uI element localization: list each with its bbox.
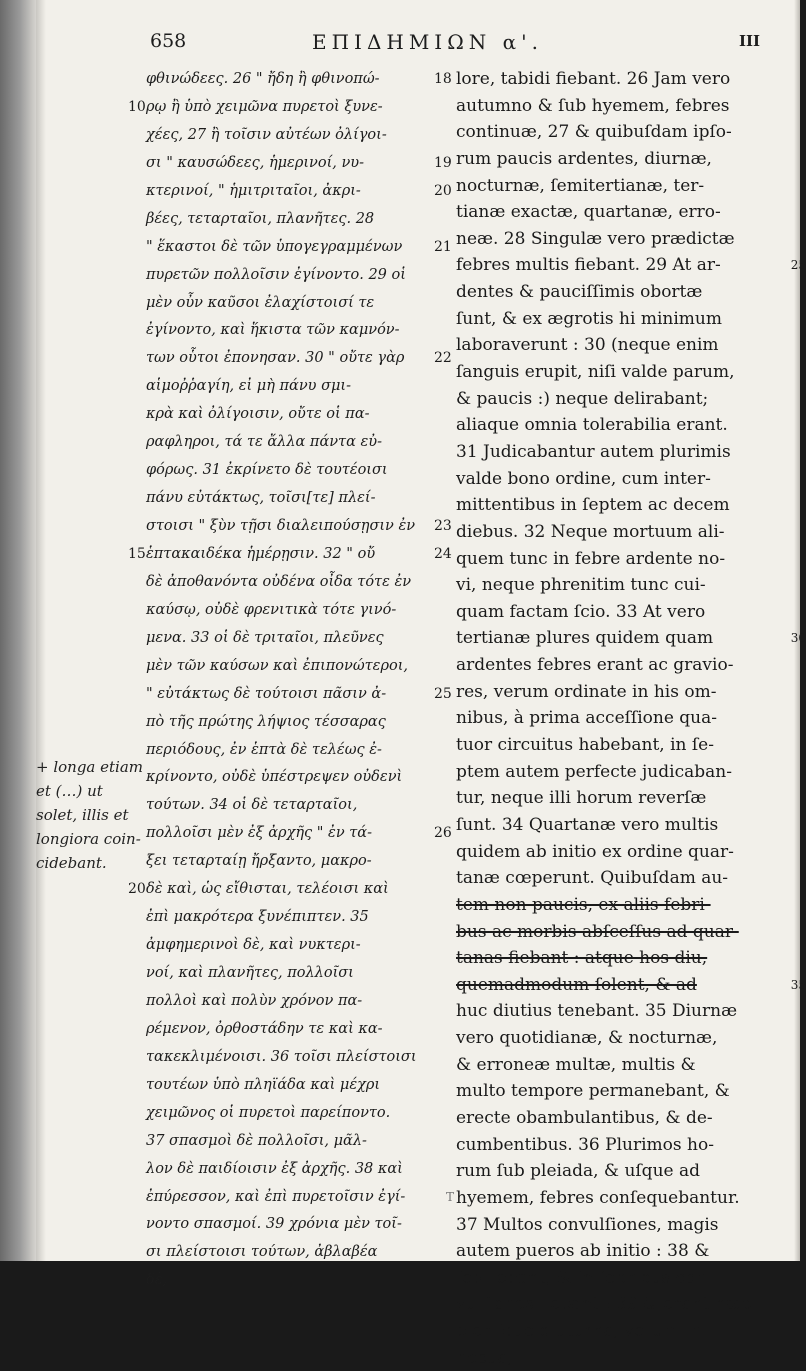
latin-line — [456, 386, 776, 413]
latin-line — [456, 1212, 776, 1239]
greek-line-text: χέες, 27 ἢ τοῖσιν αὐτέων ὀλίγοι- — [146, 126, 387, 143]
greek-line — [128, 94, 446, 122]
greek-line-text: νοντο σπασμοί. 39 χρόνια μὲν τοῖ- — [146, 1216, 402, 1233]
latin-line — [456, 1238, 776, 1265]
latin-line-text: multo tempore permanebant, & — [456, 1081, 730, 1102]
latin-line — [456, 839, 776, 866]
latin-line-text: tuor circuitus habebant, in ſe- — [456, 735, 714, 756]
latin-line-text: vulſiones fiebant : 39 & erant hæc — [456, 1294, 752, 1315]
greek-line — [146, 345, 452, 373]
greek-line — [146, 820, 452, 848]
latin-line-text: ptem autem perfecte judicaban- — [456, 761, 732, 782]
greek-line — [146, 625, 446, 653]
greek-line-text: φθινώδεες. 26 " ἤδη ἢ φθινοπώ- — [146, 71, 380, 87]
latin-line — [456, 1105, 776, 1132]
greek-line — [128, 541, 452, 569]
latin-line-text: neæ. 28 Singulæ vero prædictæ — [456, 228, 735, 249]
latin-line-text: & erroneæ multæ, multis & — [456, 1054, 696, 1075]
greek-line — [146, 457, 446, 485]
line-number: 20 — [434, 182, 452, 199]
greek-line — [146, 150, 452, 178]
greek-line — [146, 960, 446, 988]
greek-line-text: ἐγίνοντο, καὶ ἥκιστα τῶν καμνόν- — [146, 322, 400, 339]
greek-line-text: ραφληροι, τά τε ἄλλα πάντα εὐ- — [146, 434, 382, 451]
latin-line — [456, 359, 776, 386]
latin-line-text: pleriſque diuturna, verum in- — [456, 1321, 707, 1342]
greek-line-text: ρέμενον, ὀρθοστάδην τε καὶ κα- — [146, 1020, 383, 1037]
latin-line — [456, 93, 776, 120]
latin-line-text: valde bono ordine, cum inter- — [456, 468, 711, 489]
page-number: 658 — [150, 30, 187, 52]
greek-line-text: σι " καυσώδεες, ἡμερινοί, νυ- — [146, 154, 365, 171]
line-number: 24 — [434, 545, 452, 562]
greek-line — [146, 401, 446, 429]
latin-line-text: res, verum ordinate in his om- — [456, 681, 717, 702]
greek-line — [146, 904, 446, 932]
greek-line-text: μενα. 33 οἱ δὲ τριταῖοι, πλεῦνες — [146, 629, 384, 646]
latin-text-column — [456, 66, 806, 1371]
latin-line-text: aliaque omnia tolerabilia erant. — [456, 415, 728, 436]
latin-line-text: 31 Judicabantur autem plurimis — [456, 441, 731, 462]
greek-line-text: δὲ καὶ, ὡς εἴθισται, τελέοισι καὶ — [146, 881, 389, 898]
greek-line-text: των οὗτοι ἐπονησαν. 30 " οὔτε γὰρ — [146, 350, 405, 367]
greek-line — [146, 1156, 446, 1184]
latin-line-text: tur, neque illi horum reverſæ — [456, 788, 707, 809]
line-number: 26 — [434, 825, 452, 842]
line-number: 22 — [434, 350, 452, 367]
struck-latin-text: quemadmodum ſolent, & ad — [456, 974, 697, 995]
struck-latin-text: bus ac morbis abſceſſus ad quar- — [456, 921, 739, 942]
line-number: 20 — [128, 881, 146, 898]
handwritten-line: et (…) ut — [36, 782, 103, 800]
greek-line — [146, 1100, 446, 1128]
greek-line-text: τούτων. 34 οἱ δὲ τεταρταῖοι, — [146, 797, 358, 814]
greek-line-text: βέες, τεταρταῖοι, πλανῆτες. 28 — [146, 210, 375, 227]
latin-line-text: hyemem, febres conſequebantur. — [456, 1187, 740, 1208]
greek-line-text: κρίνοντο, οὐδὲ ὑπέστρεψεν οὐδενὶ — [146, 769, 403, 786]
greek-line-text: μὲν τῶν καύσων καὶ ἐπιπονώτεροι, — [146, 657, 408, 674]
latin-line — [456, 1158, 776, 1185]
greek-line — [146, 290, 446, 318]
latin-line — [456, 1132, 776, 1159]
greek-line-text: χειμῶνος οἱ πυρετοὶ παρείποντο. — [146, 1104, 391, 1121]
latin-line-text: febriebant, & in febribus con- — [456, 1267, 712, 1288]
latin-line — [456, 199, 776, 226]
greek-line — [146, 262, 446, 290]
line-number: 15 — [128, 545, 146, 562]
greek-line — [146, 1016, 446, 1044]
latin-line — [456, 1291, 776, 1318]
latin-line-text: autem pueros ab initio : 38 & — [456, 1241, 710, 1262]
latin-line-text: quam factam ſcio. 33 At vero — [456, 601, 706, 622]
latin-line-text: ſunt. 34 Quartanæ vero multis — [456, 814, 719, 835]
latin-line-text: dentes & pauciſſimis obortæ — [456, 282, 703, 303]
greek-line — [146, 792, 446, 820]
line-number: 35 — [790, 977, 806, 992]
running-title: ΕΠΙΔΗΜΙΩΝ α'. — [312, 30, 544, 54]
latin-line-text: & paucis :) neque delirabant; — [456, 388, 709, 409]
latin-line-text: mittentibus in ſeptem ac decem — [456, 495, 730, 516]
latin-line — [456, 785, 776, 812]
greek-line — [146, 737, 446, 765]
book-spine-shadow — [0, 0, 36, 1261]
signature-mark: III — [738, 32, 760, 50]
latin-line-text: diebus. 32 Neque mortuum ali- — [456, 521, 725, 542]
greek-line-text: πὸ τῆς πρώτης λήψιος τέσσαρας — [146, 713, 386, 730]
greek-line-text: περιόδους, ἐν ἑπτὰ δὲ τελέως ἐ- — [146, 741, 382, 758]
greek-line — [146, 1267, 446, 1295]
greek-line-text: τακεκλιμένοισι. 36 τοῖσι πλείστοισι — [146, 1048, 417, 1065]
greek-line-text: " ἕκαστοι δὲ τῶν ὑπογεγραμμένων — [146, 238, 403, 255]
latin-line — [456, 146, 776, 173]
greek-line — [146, 122, 446, 150]
greek-line — [146, 234, 452, 262]
greek-line-text: δὲ, — [146, 1272, 168, 1289]
line-number: 19 — [434, 154, 452, 171]
greek-line-text: καύσῳ, οὐδὲ φρενιτικὰ τότε γινό- — [146, 601, 397, 618]
latin-line — [456, 705, 776, 732]
latin-line-text: ſunt, & ex ægrotis hi minimum — [456, 308, 722, 329]
greek-line-text: νοί, καὶ πλανῆτες, πολλοῖσι — [146, 965, 354, 981]
running-header — [150, 30, 770, 60]
greek-line — [146, 597, 446, 625]
greek-line-text: λον δὲ παιδίοισιν ἐξ ἀρχῆς. 38 καὶ — [146, 1160, 403, 1177]
greek-line — [128, 876, 446, 904]
latin-line-text: nocturnæ, ſemitertianæ, ter- — [456, 175, 705, 196]
line-number: 10 — [128, 98, 146, 115]
greek-line — [146, 317, 446, 345]
latin-line-text: cumbentibus. 36 Plurimos ho- — [456, 1134, 714, 1155]
latin-line-text: vero quotidianæ, & nocturnæ, — [456, 1028, 718, 1049]
latin-line-text: ſanguis erupit, niſi valde parum, — [456, 362, 735, 383]
latin-line — [456, 572, 776, 599]
latin-line — [456, 865, 776, 892]
latin-line — [456, 625, 806, 652]
greek-line-text: ἀμφημερινοὶ δὲ, καὶ νυκτερι- — [146, 937, 361, 954]
greek-line-text: ἐπύρεσσον, καὶ ἐπὶ πυρετοῖσιν ἐγί- — [146, 1188, 406, 1205]
latin-line — [456, 119, 776, 146]
latin-line-text: nocua, — [456, 1347, 514, 1368]
latin-line-text: tianæ exactæ, quartanæ, erro- — [456, 202, 721, 223]
latin-line — [456, 173, 776, 200]
line-number: 30 — [790, 631, 806, 646]
greek-line-text: πολλοῖσι μὲν ἐξ ἀρχῆς " ἐν τά- — [146, 825, 372, 842]
latin-line — [456, 599, 776, 626]
greek-line — [146, 485, 446, 513]
greek-line — [146, 1128, 446, 1156]
plate-mark: T — [446, 1190, 455, 1204]
latin-line — [456, 679, 776, 706]
greek-line-text: μὲν οὖν καῦσοι ἐλαχίστοισί τε — [146, 294, 375, 311]
greek-line — [146, 764, 446, 792]
latin-line — [456, 1052, 776, 1079]
handwritten-line: + longa etiam — [36, 758, 144, 776]
greek-line — [146, 848, 446, 876]
greek-text-column — [128, 66, 452, 1295]
latin-line-text: 37 Multos convulſiones, magis — [456, 1214, 719, 1235]
greek-line — [146, 1072, 446, 1100]
greek-line — [146, 1211, 446, 1239]
latin-line-text: rum paucis ardentes, diurnæ, — [456, 148, 712, 169]
latin-line — [456, 519, 776, 546]
greek-line-text: πολλοὶ καὶ πολὺν χρόνον πα- — [146, 992, 363, 1009]
greek-line-text: πάνυ εὐτάκτως, τοῖσι[τε] πλεί- — [146, 490, 376, 507]
greek-line-text: 37 σπασμοὶ δὲ πολλοῖσι, μᾶλ- — [146, 1132, 367, 1149]
latin-line — [456, 972, 806, 999]
line-number: 21 — [434, 238, 452, 255]
latin-line — [456, 492, 776, 519]
greek-line-text: στοισι " ξὺν τῇσι διαλειπούσῃσιν ἐν — [146, 518, 416, 534]
greek-line-text: ἐπὶ μακρότερα ξυνέπιπτεν. 35 — [146, 909, 369, 926]
latin-line — [456, 1078, 776, 1105]
latin-line-text: nibus, à prima acceſſione qua- — [456, 708, 718, 729]
handwritten-line: longiora coin- — [36, 830, 141, 848]
greek-line — [146, 709, 446, 737]
latin-line — [456, 439, 776, 466]
latin-line — [456, 306, 776, 333]
struck-latin-text: tanas fiebant : atque hos diu, — [456, 948, 708, 969]
latin-line — [456, 919, 776, 946]
latin-line — [456, 652, 776, 679]
latin-line-text: tertianæ plures quidem quam — [456, 628, 714, 649]
struck-latin-text: tem non paucis, ex aliis febri- — [456, 894, 711, 915]
line-number: 18 — [434, 71, 452, 87]
latin-line-text: continuæ, 27 & quibuſdam ipſo- — [456, 122, 732, 143]
latin-line — [456, 546, 776, 573]
greek-line — [146, 1044, 446, 1072]
greek-line-text: δὲ ἀποθανόντα οὐδένα οἶδα τότε ἐν — [146, 573, 412, 590]
latin-line — [456, 66, 776, 93]
greek-line — [146, 429, 446, 457]
latin-line — [456, 1185, 776, 1212]
latin-line — [456, 998, 776, 1025]
greek-line — [146, 1239, 446, 1267]
latin-line — [456, 812, 776, 839]
greek-line — [146, 988, 446, 1016]
greek-line-text: φόρως. 31 ἐκρίνετο δὲ τουτέοισι — [146, 462, 388, 479]
latin-line — [456, 1345, 776, 1371]
latin-line-text: ardentes febres erant ac gravio- — [456, 655, 734, 676]
latin-line — [456, 732, 776, 759]
handwritten-margin-note — [36, 755, 152, 875]
handwritten-line: solet, illis et — [36, 806, 129, 824]
greek-line — [146, 681, 452, 709]
latin-line-text: erecte obambulantibus, & de- — [456, 1107, 713, 1128]
line-number: 23 — [434, 518, 452, 534]
latin-line — [456, 412, 776, 439]
latin-line-text: tanæ cœperunt. Quibuſdam au- — [456, 868, 729, 889]
line-number: 25 — [434, 685, 452, 702]
greek-line-text: " εὐτάκτως δὲ τούτοισι πᾶσιν ἀ- — [146, 685, 387, 702]
greek-line — [146, 513, 452, 541]
latin-line — [456, 759, 776, 786]
greek-line-text: κτερινοί, " ἡμιτριταῖοι, ἀκρι- — [146, 182, 361, 199]
greek-line — [146, 653, 446, 681]
greek-line-text: ρῳ ἢ ὑπὸ χειμῶνα πυρετοὶ ξυνε- — [146, 98, 383, 115]
gutter-shadow — [36, 0, 46, 1261]
greek-line — [146, 66, 452, 94]
greek-line — [146, 1184, 446, 1212]
greek-line — [146, 569, 446, 597]
greek-line-text: κρὰ καὶ ὀλίγοισιν, οὔτε οἱ πα- — [146, 406, 370, 423]
latin-line — [456, 1318, 776, 1345]
latin-line — [456, 1025, 776, 1052]
greek-line — [146, 373, 446, 401]
latin-line-text: lore, tabidi fiebant. 26 Jam vero — [456, 69, 731, 89]
latin-line-text: huc diutius tenebant. 35 Diurnæ — [456, 1001, 738, 1022]
greek-line-text: ξει τεταρταίῃ ἤρξαντο, μακρο- — [146, 853, 372, 870]
latin-line — [456, 332, 776, 359]
latin-line — [456, 945, 776, 972]
greek-line-text: σι πλείστοισι τούτων, ἀβλαβέα — [146, 1244, 378, 1261]
handwritten-line: cidebant. — [36, 854, 107, 872]
line-number: 25 — [790, 258, 806, 273]
greek-line-text: πυρετῶν πολλοῖσιν ἐγίνοντο. 29 οἱ — [146, 266, 406, 283]
greek-line — [146, 932, 446, 960]
latin-line-text: rum ſub pleiada, & uſque ad — [456, 1161, 700, 1182]
latin-line — [456, 1265, 776, 1292]
latin-line-text: quidem ab initio ex ordine quar- — [456, 841, 734, 862]
latin-line — [456, 892, 776, 919]
latin-line-text: autumno & ſub hyemem, febres — [456, 95, 730, 116]
latin-line-text: vi, neque phrenitim tunc cui- — [456, 575, 706, 596]
latin-line — [456, 466, 776, 493]
greek-line-text: ἑπτακαιδέκα ἡμέρῃσιν. 32 " οὔ — [146, 545, 376, 562]
latin-line — [456, 279, 776, 306]
latin-line — [456, 226, 776, 253]
greek-line — [146, 206, 446, 234]
latin-line — [456, 252, 806, 279]
greek-line-text: τουτέων ὑπὸ πληϊάδα καὶ μέχρι — [146, 1076, 381, 1093]
latin-line-text: laboraverunt : 30 (neque enim — [456, 335, 719, 356]
greek-line-text: αἱμοῤῥαγίη, εἰ μὴ πάνυ σμι- — [146, 378, 351, 395]
latin-line-text: quem tunc in febre ardente no- — [456, 548, 726, 569]
greek-line — [146, 178, 452, 206]
latin-line-text: febres multis fiebant. 29 At ar- — [456, 255, 721, 276]
